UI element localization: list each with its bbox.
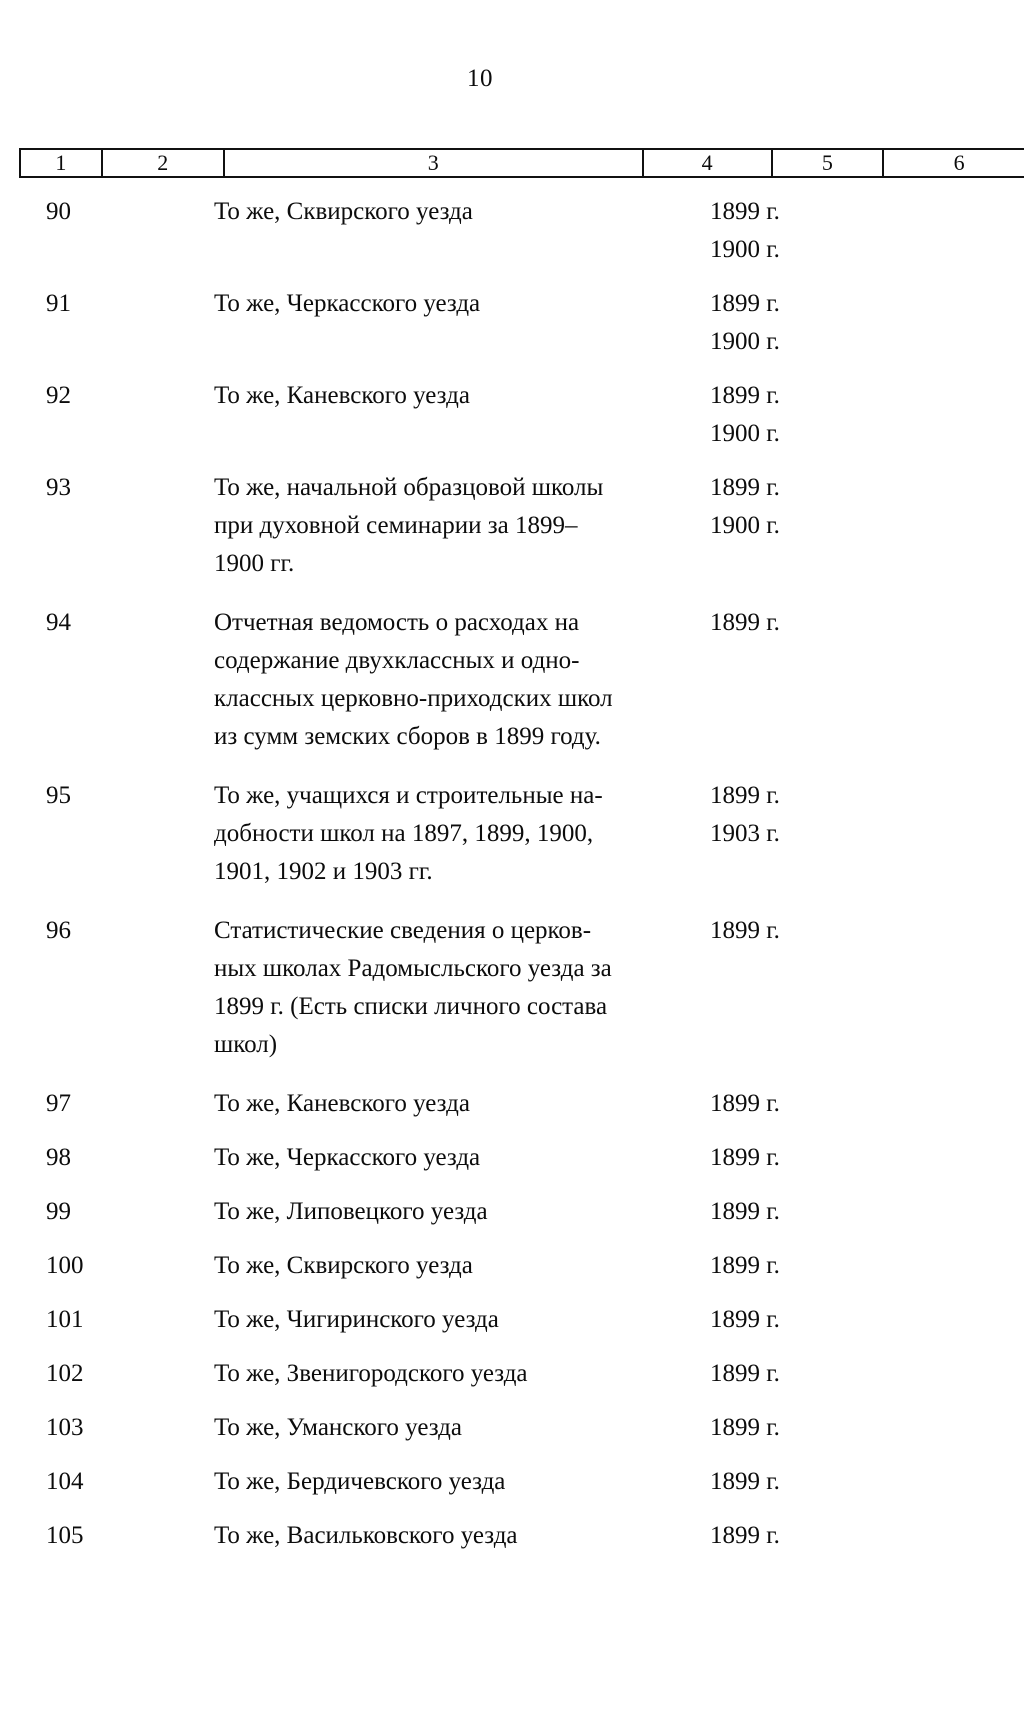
row-description [214,1139,694,1177]
row-date [694,1517,874,1555]
row-description-line: 1899 г. (Есть списки личного состава [214,993,608,1020]
row-date [694,1193,874,1231]
row-description [214,1193,694,1231]
row-description-line: То же, Каневского уезда [214,382,470,409]
row-column-6-cell [949,1247,1024,1248]
table-column-header-row [19,148,1024,178]
row-column-5-cell [874,1355,949,1356]
row-description [214,1409,694,1447]
table-row [0,777,1024,891]
row-description-line: добности школ на 1897, 1899, 1900, [214,820,594,847]
row-column-5-cell [874,1139,949,1140]
row-description-line: То же, Уманского уезда [214,1414,462,1441]
row-date-line: 1899 г. [710,1198,780,1225]
row-column-6-cell [949,1355,1024,1356]
row-column-6-cell [949,1463,1024,1464]
column-header-2: 2 [103,150,225,176]
row-column-6-cell [949,193,1024,194]
row-description-line: 1901, 1902 и 1903 гг. [214,858,433,885]
row-date [694,912,874,950]
row-date [694,1301,874,1339]
row-description-line: из сумм земских сборов в 1899 году. [214,723,601,750]
table-row [0,1085,1024,1123]
row-description [214,1463,694,1501]
row-description-line: 1900 гг. [214,550,295,577]
row-column-6-cell [949,1139,1024,1140]
row-description-line: То же, Васильковского уезда [214,1522,518,1549]
row-description-line: Отчетная ведомость о расходах на [214,609,580,636]
row-column-6-cell [949,377,1024,378]
row-description [214,377,694,415]
column-header-5: 5 [773,150,885,176]
row-description [214,1085,694,1123]
row-column-6-cell [949,1085,1024,1086]
table-row [0,285,1024,361]
row-entry-number: 91 [46,290,71,317]
row-date [694,604,874,642]
table-row [0,912,1024,1064]
column-header-3: 3 [225,150,644,176]
row-column-5-cell [874,469,949,470]
row-description [214,1301,694,1339]
row-date-line: 1900 г. [710,328,780,355]
row-column-6-cell [949,1517,1024,1518]
row-entry-number: 101 [46,1306,84,1333]
row-date-line: 1900 г. [710,512,780,539]
row-entry-number: 97 [46,1090,71,1117]
row-description-line: То же, Бердичевского уезда [214,1468,506,1495]
row-description-line: То же, Черкасского уезда [214,1144,481,1171]
row-column-5-cell [874,377,949,378]
row-date-line: 1900 г. [710,420,780,447]
row-description-line: ных школах Радомысльского уезда за [214,955,612,982]
row-column-5-cell [874,1301,949,1302]
row-column-5-cell [874,1085,949,1086]
row-column-5-cell [874,777,949,778]
table-row [0,193,1024,269]
row-description-line: То же, Липовецкого уезда [214,1198,488,1225]
row-description [214,777,694,891]
row-entry-number: 95 [46,782,71,809]
table-row [0,604,1024,756]
row-date-line: 1899 г. [710,1144,780,1171]
row-entry-number: 103 [46,1414,84,1441]
row-description-line: То же, Звенигородского уезда [214,1360,528,1387]
row-description-line: школ) [214,1031,278,1058]
row-column-6-cell [949,912,1024,913]
row-date [694,1409,874,1447]
row-description-line: То же, Сквирского уезда [214,198,473,225]
row-date-line: 1899 г. [710,1522,780,1549]
row-description [214,1247,694,1285]
table-row [0,1139,1024,1177]
row-column-5-cell [874,1409,949,1410]
row-column-5-cell [874,604,949,605]
row-description-line: при духовной семинарии за 1899– [214,512,578,539]
row-entry-number: 94 [46,609,71,636]
row-description [214,912,694,1064]
row-entry-number: 96 [46,917,71,944]
row-date-line: 1903 г. [710,820,780,847]
table-row [0,469,1024,583]
row-column-5-cell [874,1247,949,1248]
table-row [0,1355,1024,1393]
row-description-line: То же, Черкасского уезда [214,290,481,317]
row-description [214,469,694,583]
row-description-line: Статистические сведения о церков- [214,917,592,944]
row-description-line: содержание двухклассных и одно- [214,647,580,674]
row-entry-number: 99 [46,1198,71,1225]
row-entry-number: 98 [46,1144,71,1171]
table-body [0,193,1024,1571]
row-date [694,469,874,545]
row-date-line: 1899 г. [710,917,780,944]
row-entry-number: 105 [46,1522,84,1549]
row-column-6-cell [949,469,1024,470]
row-date-line: 1899 г. [710,1468,780,1495]
column-header-1: 1 [21,150,103,176]
row-description [214,193,694,231]
row-date-line: 1899 г. [710,782,780,809]
page-number: 10 [467,65,493,92]
row-column-5-cell [874,193,949,194]
row-date-line: 1899 г. [710,1252,780,1279]
row-date-line: 1899 г. [710,1360,780,1387]
row-date [694,1139,874,1177]
row-entry-number: 104 [46,1468,84,1495]
row-entry-number: 92 [46,382,71,409]
row-column-6-cell [949,1409,1024,1410]
row-date-line: 1899 г. [710,1306,780,1333]
table-row [0,1517,1024,1555]
row-column-5-cell [874,285,949,286]
row-date [694,193,874,269]
row-column-5-cell [874,1193,949,1194]
row-description-line: То же, учащихся и строительные на- [214,782,603,809]
row-date-line: 1900 г. [710,236,780,263]
row-column-6-cell [949,285,1024,286]
row-description-line: То же, Сквирского уезда [214,1252,473,1279]
table-row [0,1247,1024,1285]
row-description-line: То же, Каневского уезда [214,1090,470,1117]
row-date [694,777,874,853]
row-entry-number: 93 [46,474,71,501]
row-date-line: 1899 г. [710,290,780,317]
row-column-6-cell [949,604,1024,605]
row-date [694,1085,874,1123]
row-description-line: классных церковно-приходских школ [214,685,613,712]
row-column-6-cell [949,777,1024,778]
row-column-6-cell [949,1193,1024,1194]
row-date [694,1463,874,1501]
row-date-line: 1899 г. [710,609,780,636]
row-description [214,1517,694,1555]
row-date [694,377,874,453]
column-header-4: 4 [644,150,773,176]
row-date-line: 1899 г. [710,1414,780,1441]
table-row [0,1409,1024,1447]
row-entry-number: 100 [46,1252,84,1279]
row-description [214,285,694,323]
row-description [214,1355,694,1393]
row-date-line: 1899 г. [710,1090,780,1117]
row-description-line: То же, начальной образцовой школы [214,474,604,501]
row-column-6-cell [949,1301,1024,1302]
row-date-line: 1899 г. [710,198,780,225]
row-description-line: То же, Чигиринского уезда [214,1306,499,1333]
row-entry-number: 90 [46,198,71,225]
table-row [0,377,1024,453]
table-row [0,1463,1024,1501]
row-date [694,1355,874,1393]
table-row [0,1193,1024,1231]
row-date [694,285,874,361]
row-description [214,604,694,756]
row-date-line: 1899 г. [710,474,780,501]
column-header-6: 6 [953,149,965,175]
row-date-line: 1899 г. [710,382,780,409]
row-date [694,1247,874,1285]
row-column-5-cell [874,912,949,913]
table-row [0,1301,1024,1339]
row-column-5-cell [874,1517,949,1518]
row-column-5-cell [874,1463,949,1464]
row-entry-number: 102 [46,1360,84,1387]
